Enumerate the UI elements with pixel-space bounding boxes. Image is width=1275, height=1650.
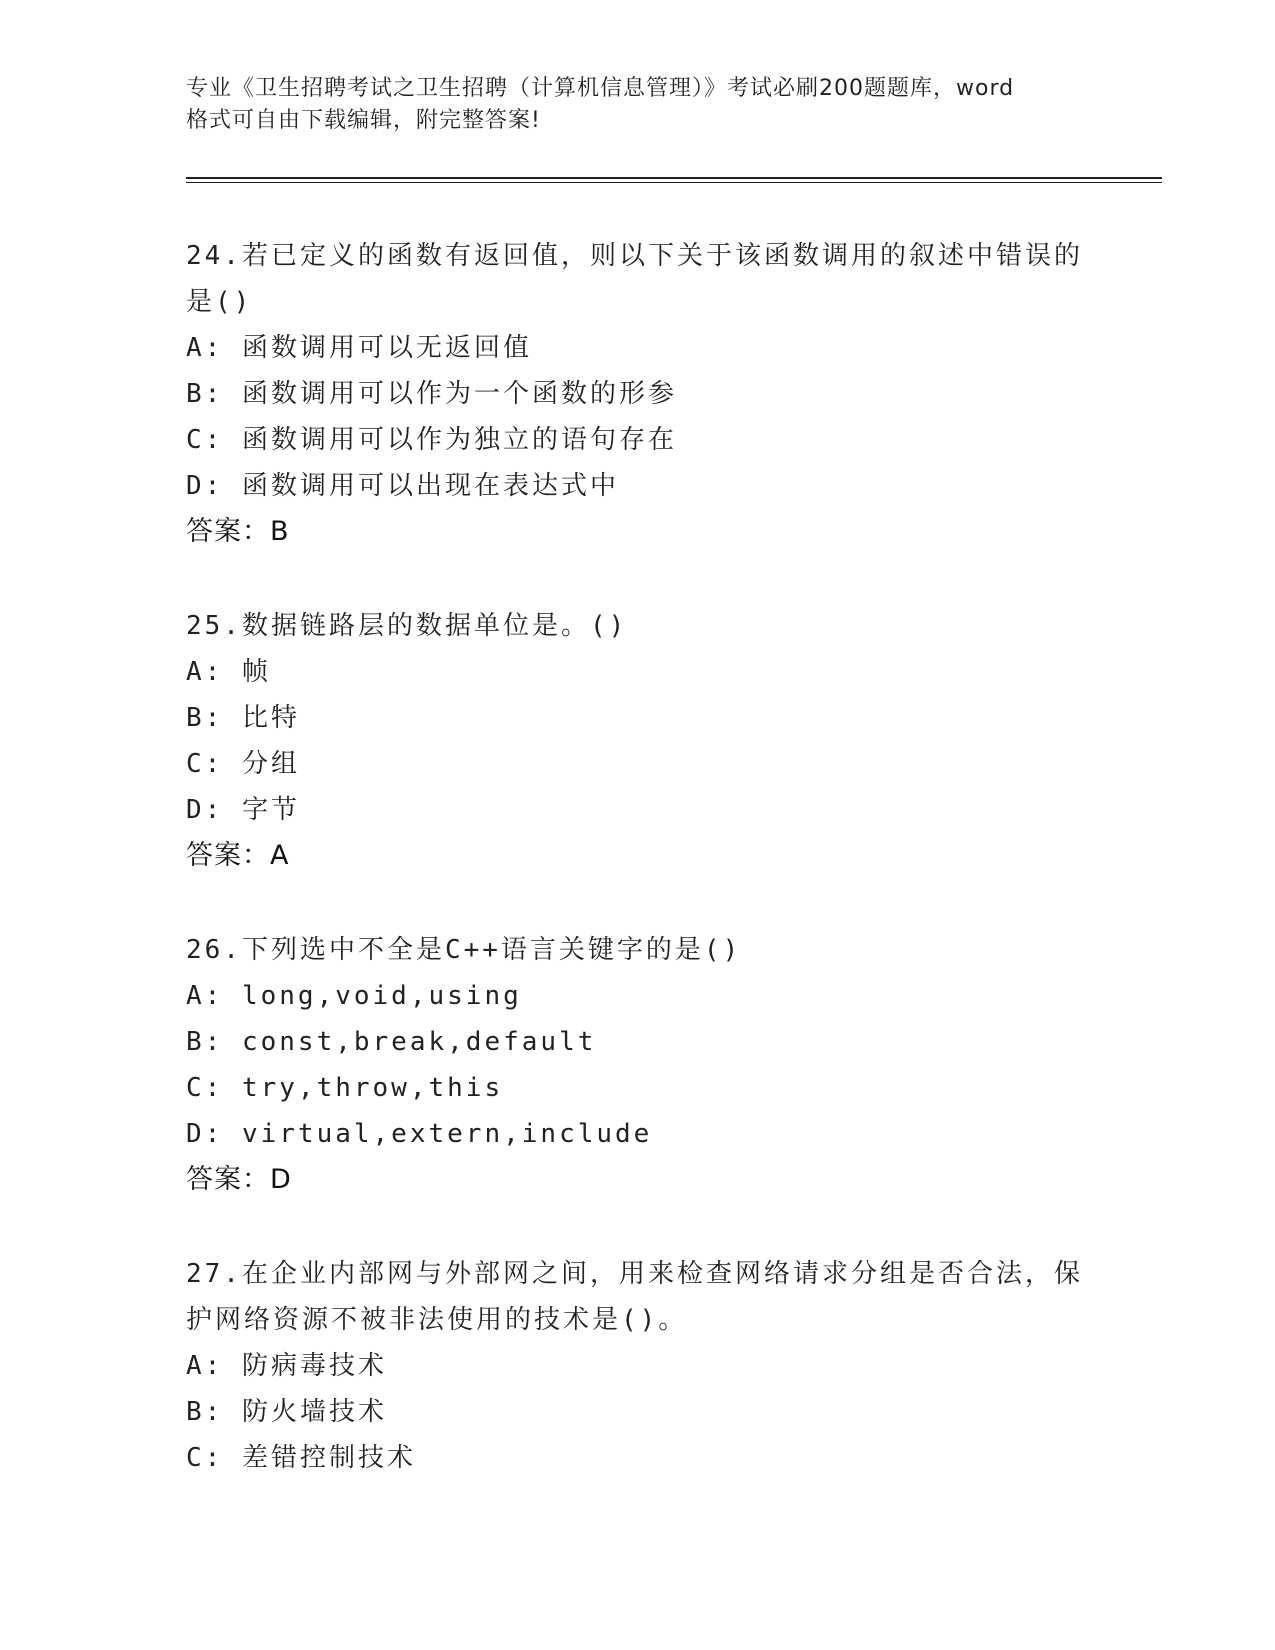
question-stem: 27.在企业内部网与外部网之间，用来检查网络请求分组是否合法，保 [186, 1259, 1083, 1289]
question-24 [186, 233, 1086, 555]
option-b: B: const,break,default [186, 1027, 597, 1057]
question-25 [186, 603, 1086, 879]
option-b: B: 函数调用可以作为一个函数的形参 [186, 379, 677, 409]
answer: 答案：A [186, 840, 290, 871]
header-line-2: 格式可自由下载编辑，附完整答案! [186, 108, 541, 133]
option-a: A: 帧 [186, 657, 271, 687]
header-divider-thick [186, 177, 1162, 179]
option-c: C: 分组 [186, 749, 300, 779]
option-b: B: 比特 [186, 703, 300, 733]
question-list [186, 233, 1086, 1529]
question-stem-continued: 护网络资源不被非法使用的技术是()。 [186, 1305, 688, 1335]
option-a: A: long,void,using [186, 981, 522, 1011]
question-27 [186, 1251, 1086, 1481]
option-c: C: try,throw,this [186, 1073, 504, 1103]
option-a: A: 防病毒技术 [186, 1351, 387, 1381]
option-a: A: 函数调用可以无返回值 [186, 333, 532, 363]
option-d: D: 字节 [186, 795, 300, 825]
question-stem: 26.下列选中不全是C++语言关键字的是() [186, 935, 742, 965]
option-c: C: 函数调用可以作为独立的语句存在 [186, 425, 677, 455]
header-divider-thin [186, 182, 1162, 183]
header-line-1: 专业《卫生招聘考试之卫生招聘（计算机信息管理）》考试必刷200题题库，word [186, 76, 1015, 101]
question-stem-continued: 是() [186, 287, 253, 317]
question-26 [186, 927, 1086, 1203]
answer: 答案：B [186, 516, 290, 547]
option-c: C: 差错控制技术 [186, 1443, 416, 1473]
answer: 答案：D [186, 1164, 292, 1195]
question-stem: 24.若已定义的函数有返回值，则以下关于该函数调用的叙述中错误的 [186, 241, 1083, 271]
option-b: B: 防火墙技术 [186, 1397, 387, 1427]
option-d: D: virtual,extern,include [186, 1119, 653, 1149]
document-header [186, 73, 1086, 137]
option-d: D: 函数调用可以出现在表达式中 [186, 471, 619, 501]
question-stem: 25.数据链路层的数据单位是。() [186, 611, 628, 641]
